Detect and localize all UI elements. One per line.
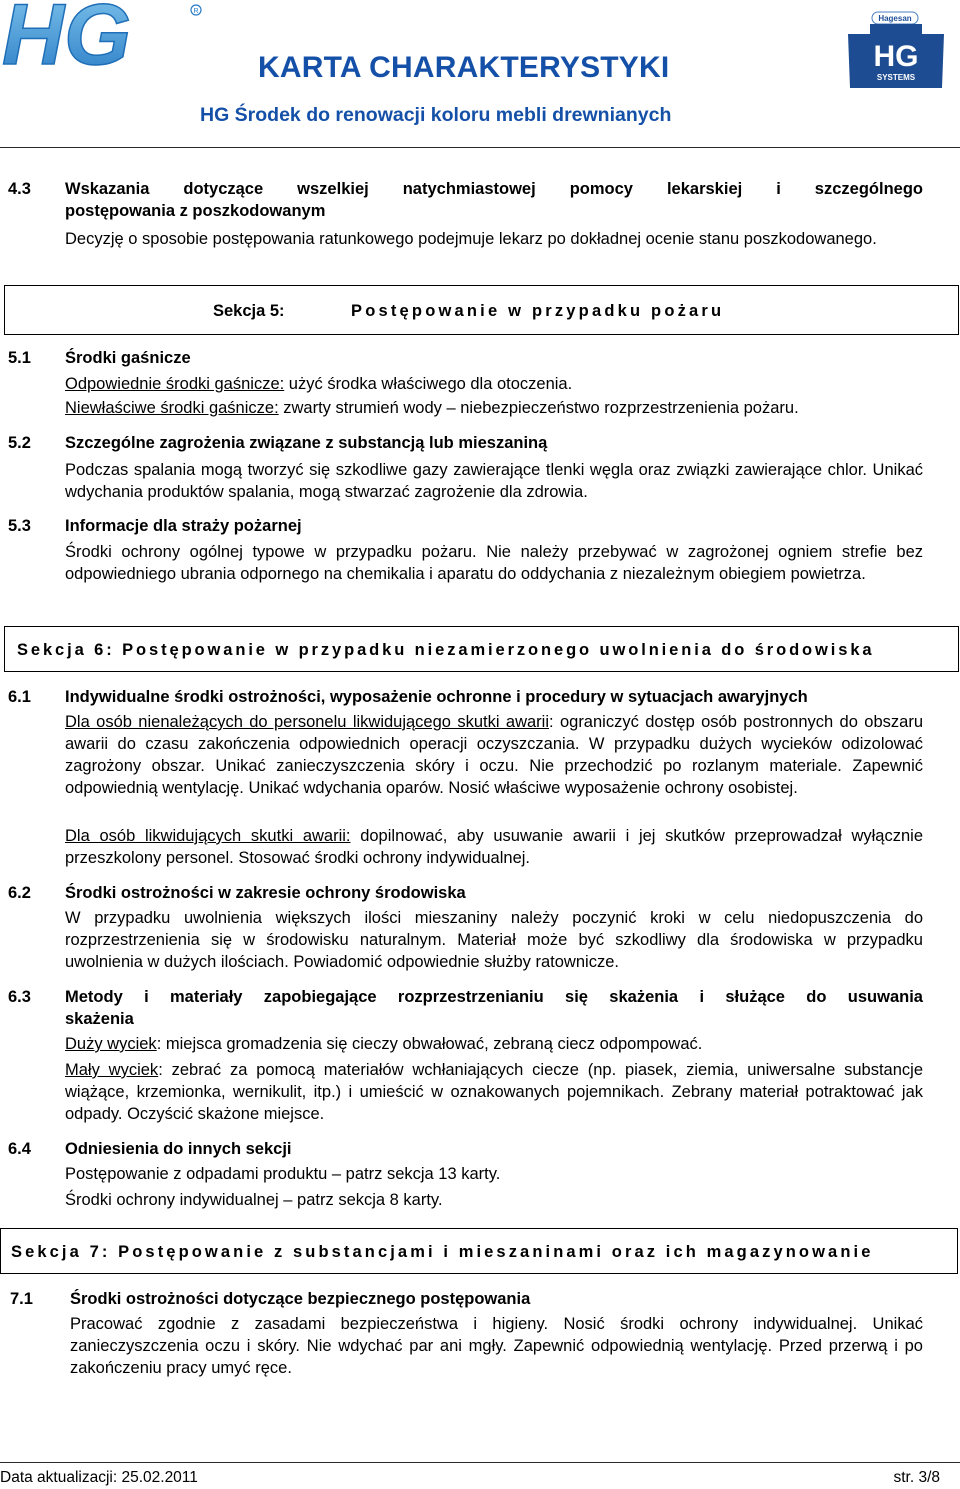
- hg-logo: [0, 0, 205, 70]
- section-6-4-line1: Postępowanie z odpadami produktu – patrz sekcja 13 karty.: [65, 1165, 501, 1183]
- small-spill-text: : zebrać za pomocą materiałów wchłaniających ciecze (np. piasek, ziemia, uniwersalne substancje wiążące, krzemionka, wernikulit, itp.) i umieścić w oznakowanych pojemnikach. Zebrany materiał potraktować jak odpady. Oczyścić skażone miejsce.: [65, 1061, 923, 1123]
- hg-logo-text: HG: [2, 0, 131, 70]
- section-7-header: [0, 1228, 958, 1274]
- hagesan-text: Hagesan: [878, 14, 912, 23]
- non-personnel-text: : ograniczyć dostęp osób postronnych do obszaru awarii do czasu zakończenia odpowiednich operacji oczyszczania. W przypadku dużych wycieków odizolować zagrożony obszar. Unikać zanieczyszczenia skóry i oczu. Nie przechodzić po rozlanym materiale. Zapewnić odpowiednią wentylację. Unikać wdychania oparów. Nosić właściwe wyposażenie ochrony osobistej.: [65, 713, 923, 797]
- section-6-3-number: 6.3: [8, 988, 31, 1006]
- section-4-3-heading-line1: Wskazania dotyczące wszelkiej natychmiastowej pomocy lekarskiej i szczególnego: [65, 180, 923, 198]
- hagesan-hg-systems-logo: [842, 4, 950, 90]
- page-number: str. 3/8: [893, 1469, 940, 1486]
- document-title: KARTA CHARAKTERYSTYKI: [258, 51, 670, 84]
- section-7-title: Sekcja 7: Postępowanie z substancjami i mieszaninami oraz ich magazynowanie: [11, 1243, 874, 1261]
- section-7-1-number: 7.1: [10, 1290, 33, 1308]
- section-6-4-line2: Środki ochrony indywidualnej – patrz sekcja 8 karty.: [65, 1191, 443, 1209]
- responders-text: dopilnować, aby usuwanie awarii i jej skutków przeprowadzał wyłącznie przeszkolony personel. Stosować środki ochrony indywidualnej.: [65, 827, 924, 867]
- section-6-header: [4, 626, 959, 672]
- section-5-3-number: 5.3: [8, 517, 31, 535]
- section-6-3-text-b: [65, 1059, 923, 1125]
- section-6-1-text-a: [65, 711, 923, 799]
- responders-label: Dla osób likwidujących skutki awarii:: [65, 827, 351, 845]
- suitable-media-label: Odpowiednie środki gaśnicze:: [65, 375, 285, 393]
- section-5-2-number: 5.2: [8, 434, 31, 452]
- section-4-3-number: 4.3: [8, 180, 31, 198]
- section-6-3-heading-line1: Metody i materiały zapobiegające rozprzestrzenianiu się skażenia i służące do usuwania: [65, 988, 923, 1006]
- hg-systems-mark: HG: [873, 40, 919, 73]
- section-7-1-heading: Środki ostrożności dotyczące bezpiecznego postępowania: [70, 1290, 531, 1308]
- suitable-media-line: [65, 373, 572, 395]
- section-5-2-text: Podczas spalania mogą tworzyć się szkodliwe gazy zawierające tlenki węgla oraz związki zawierające chlor. Unikać wdychania produktów spalania, mogą stwarzać zagrożenie dla zdrowia.: [65, 461, 923, 501]
- section-4-3-heading-line2: postępowania z poszkodowanym: [65, 202, 326, 220]
- section-6-4-heading: Odniesienia do innych sekcji: [65, 1140, 292, 1158]
- svg-text:R: R: [193, 8, 199, 15]
- section-5-1-number: 5.1: [8, 349, 31, 367]
- section-6-2-number: 6.2: [8, 884, 31, 902]
- unsuitable-media-line: [65, 397, 799, 419]
- update-date: Data aktualizacji: 25.02.2011: [0, 1469, 198, 1486]
- section-6-1-heading: Indywidualne środki ostrożności, wyposażenie ochronne i procedury w sytuacjach awaryjnych: [65, 688, 808, 706]
- section-6-2-heading: Środki ostrożności w zakresie ochrony środowiska: [65, 884, 466, 902]
- section-4-3-text: Decyzję o sposobie postępowania ratunkowego podejmuje lekarz po dokładnej ocenie stanu poszkodowanego.: [65, 230, 877, 248]
- large-spill-text: : miejsca gromadzenia się cieczy obwałować, zebraną ciecz odpompować.: [156, 1035, 703, 1053]
- section-6-3-text-a: [65, 1033, 923, 1055]
- section-5-1-heading: Środki gaśnicze: [65, 349, 191, 367]
- suitable-media-text: użyć środka właściwego dla otoczenia.: [284, 375, 573, 393]
- section-6-1-number: 6.1: [8, 688, 31, 706]
- non-personnel-label: Dla osób nienależących do personelu likwidującego skutki awarii: [65, 713, 549, 731]
- section-6-3-heading-line2: skażenia: [65, 1010, 134, 1028]
- header-divider: [0, 147, 960, 148]
- unsuitable-media-label: Niewłaściwe środki gaśnicze:: [65, 399, 279, 417]
- section-6-2-text: W przypadku uwolnienia większych ilości mieszaniny należy poczynić kroki w celu niedopuszczenia do rozprzestrzenienia się w środowisku naturalnym. Materiał może być szkodliwy dla środowiska w przypadku uwolnienia w dużych ilościach. Powiadomić odpowiednie służby ratownicze.: [65, 909, 923, 971]
- footer-divider: [0, 1462, 960, 1463]
- section-6-4-number: 6.4: [8, 1140, 31, 1158]
- section-5-3-text: Środki ochrony ogólnej typowe w przypadku pożaru. Nie należy przebywać w zagrożonej ogniem strefie bez odpowiedniego ubrania odpornego na chemikalia i aparatu do oddychania z niezależnym obiegiem powietrza.: [65, 543, 923, 583]
- section-5-title: Postępowanie w przypadku pożaru: [351, 302, 725, 320]
- section-5-label: Sekcja 5:: [213, 302, 285, 320]
- systems-text: SYSTEMS: [876, 73, 916, 82]
- section-7-1-text: Pracować zgodnie z zasadami bezpieczeństwa i higieny. Nosić środki ochrony indywidualnej. Unikać zanieczyszczenia oczu i skóry. Nie wdychać par ani mgły. Zapewnić odpowiednią wentylację. Przed przerwą i po zakończeniu pracy umyć ręce.: [70, 1315, 923, 1377]
- section-6-1-text-b: [65, 825, 923, 869]
- unsuitable-media-text: zwarty strumień wody – niebezpieczeństwo rozprzestrzenienia pożaru.: [278, 399, 799, 417]
- section-5-2-heading: Szczególne zagrożenia związane z substancją lub mieszaniną: [65, 434, 548, 452]
- section-5-3-heading: Informacje dla straży pożarnej: [65, 517, 302, 535]
- small-spill-label: Mały wyciek: [65, 1061, 159, 1079]
- section-5-header: [4, 285, 959, 335]
- product-name: HG Środek do renowacji koloru mebli drewnianych: [200, 104, 672, 126]
- large-spill-label: Duży wyciek: [65, 1035, 157, 1053]
- section-6-title: Sekcja 6: Postępowanie w przypadku niezamierzonego uwolnienia do środowiska: [17, 641, 875, 659]
